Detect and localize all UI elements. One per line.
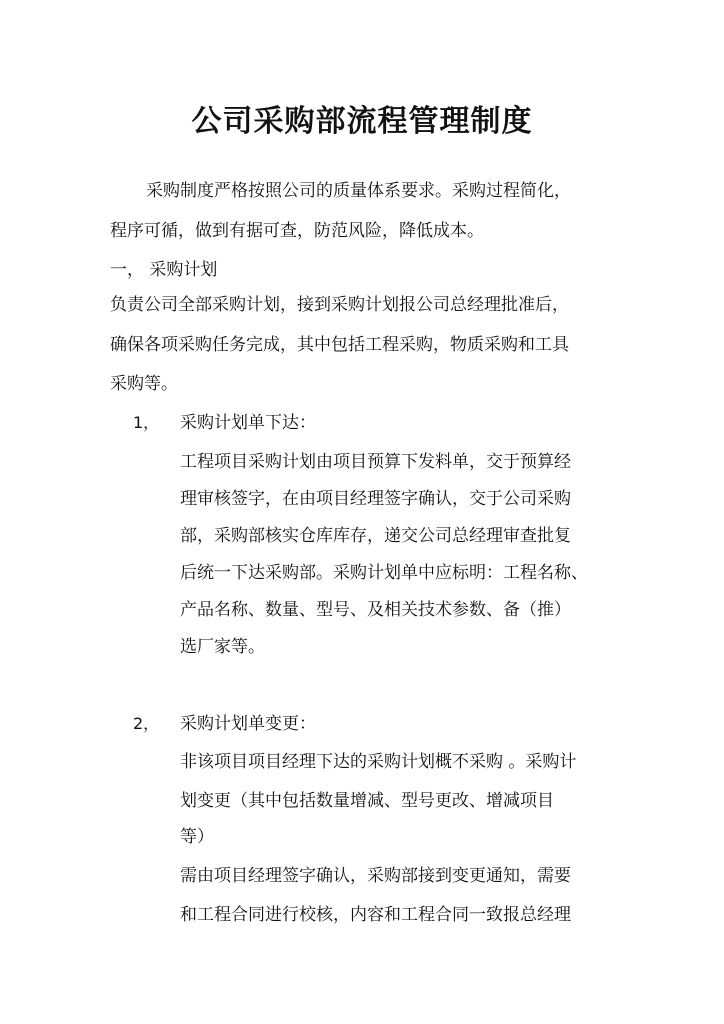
item-1-line: 后统一下达采购部。采购计划单中应标明：工程名称、 (180, 563, 588, 583)
item-1-line: 部，采购部核实仓库库存，递交公司总经理审查批复 (180, 526, 571, 546)
item-2-line: 等） (180, 827, 214, 847)
item-2-title: 采购计划单变更： (180, 714, 316, 734)
item-2-line: 非该项目项目经理下达的采购计划概不采购 。采购计 (180, 752, 577, 772)
item-2-number: 2， (133, 714, 160, 733)
section-body-line-1: 负责公司全部采购计划，接到采购计划报公司总经理批准后， (110, 295, 569, 315)
item-1-line: 理审核签字，在由项目经理签字确认，交于公司采购 (180, 489, 571, 509)
section-body-line-2: 确保各项采购任务完成，其中包括工程采购，物质采购和工具 (110, 335, 569, 355)
page-title: 公司采购部流程管理制度 (191, 104, 533, 139)
item-1-number: 1， (133, 413, 160, 432)
item-1-line: 产品名称、数量、型号、及相关技术参数、备（推） (180, 600, 571, 620)
section-body-line-3: 采购等。 (110, 374, 178, 394)
item-2-line: 和工程合同进行校核，内容和工程合同一致报总经理 (180, 905, 571, 925)
item-1-title: 采购计划单下达： (180, 413, 316, 433)
item-2-line: 需由项目经理签字确认，采购部接到变更通知，需要 (180, 866, 571, 886)
item-2-line: 划变更（其中包括数量增减、型号更改、增减项目 (180, 791, 554, 811)
section-heading: 一， 采购计划 (110, 260, 218, 280)
item-1-line: 选厂家等。 (180, 637, 265, 657)
intro-line-2: 程序可循，做到有据可查，防范风险，降低成本。 (110, 221, 484, 241)
intro-line-1: 采购制度严格按照公司的质量体系要求。采购过程简化， (146, 181, 571, 201)
item-1-line: 工程项目采购计划由项目预算下发料单，交于预算经 (180, 452, 571, 472)
